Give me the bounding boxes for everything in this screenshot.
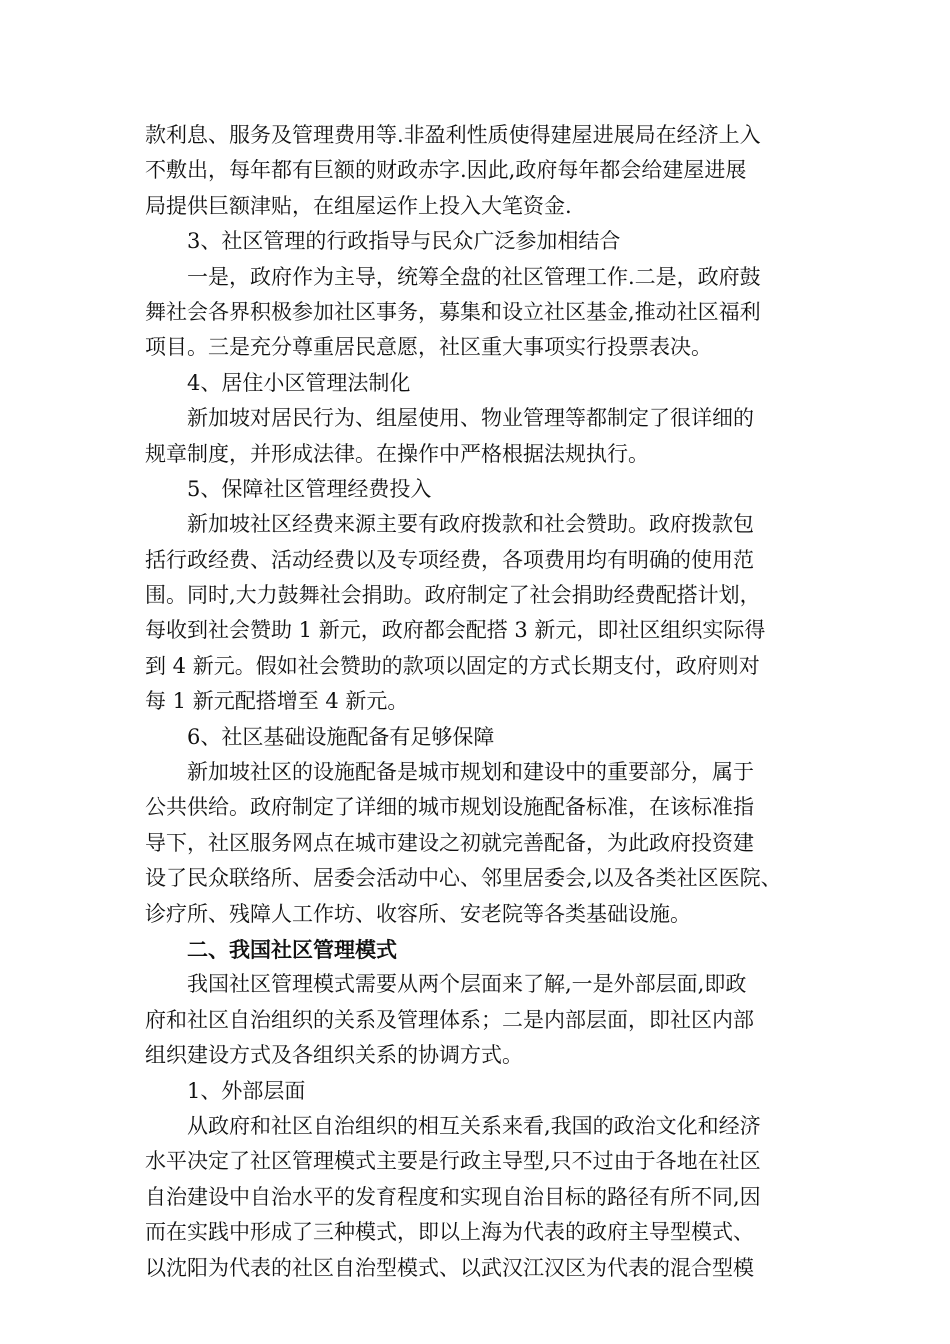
text-line: 新加坡社区经费来源主要有政府拨款和社会赞助。政府拨款包 (187, 512, 754, 537)
section-heading: 二、我国社区管理模式 (187, 936, 397, 962)
text-line: 局提供巨额津贴，在组屋运作上投入大笔资金. (145, 193, 572, 218)
text-line: 不敷出，每年都有巨额的财政赤字.因此,政府每年都会给建屋进展 (145, 158, 747, 183)
text-line: 项目。三是充分尊重居民意愿，社区重大事项实行投票表决。 (145, 335, 712, 360)
text-line: 每 1 新元配搭增至 4 新元。 (145, 689, 409, 714)
text-line: 5、保障社区管理经费投入 (187, 476, 432, 501)
text-line: 自治建设中自治水平的发育程度和实现自治目标的路径有所不同,因 (145, 1184, 761, 1209)
text-line: 4、居住小区管理法制化 (187, 370, 411, 395)
text-line: 以沈阳为代表的社区自治型模式、以武汉江汉区为代表的混合型模 (145, 1255, 754, 1280)
text-line: 我国社区管理模式需要从两个层面来了解,一是外部层面,即政 (187, 972, 747, 997)
text-line: 6、社区基础设施配备有足够保障 (187, 724, 495, 749)
text-line: 到 4 新元。假如社会赞助的款项以固定的方式长期支付，政府则对 (145, 653, 760, 678)
text-line: 款利息、服务及管理费用等.非盈利性质使得建屋进展局在经济上入 (145, 123, 761, 147)
text-line: 导下，社区服务网点在城市建设之初就完善配备，为此政府投资建 (145, 830, 754, 855)
text-line: 新加坡对居民行为、组屋使用、物业管理等都制定了很详细的 (187, 406, 754, 431)
text-line: 1、外部层面 (187, 1078, 306, 1103)
text-line: 新加坡社区的设施配备是城市规划和建设中的重要部分，属于 (187, 760, 754, 785)
text-line: 每收到社会赞助 1 新元，政府都会配搭 3 新元，即社区组织实际得 (145, 618, 766, 643)
text-line: 围。同时,大力鼓舞社会捐助。政府制定了社会捐助经费配搭计划， (145, 583, 761, 608)
text-line: 公共供给。政府制定了详细的城市规划设施配备标准，在该标准指 (145, 795, 754, 820)
text-line: 设了民众联络所、居委会活动中心、邻里居委会,以及各类社区医院、 (145, 866, 782, 891)
text-line: 而在实践中形成了三种模式，即以上海为代表的政府主导型模式、 (145, 1220, 754, 1245)
text-line: 括行政经费、活动经费以及专项经费，各项费用均有明确的使用范 (145, 547, 754, 572)
text-line: 3、社区管理的行政指导与民众广泛参加相结合 (187, 229, 621, 254)
document-body (145, 118, 815, 1286)
text-line: 从政府和社区自治组织的相互关系来看,我国的政治文化和经济 (187, 1113, 761, 1138)
text-line: 府和社区自治组织的关系及管理体系；二是内部层面，即社区内部 (145, 1007, 754, 1032)
text-line: 诊疗所、残障人工作坊、收容所、安老院等各类基础设施。 (145, 901, 691, 926)
text-line: 规章制度，并形成法律。在操作中严格根据法规执行。 (145, 441, 649, 466)
text-line: 舞社会各界积极参加社区事务，募集和设立社区基金,推动社区福利 (145, 299, 761, 324)
text-line: 一是，政府作为主导，统筹全盘的社区管理工作.二是，政府鼓 (187, 264, 761, 289)
text-line: 组织建设方式及各组织关系的协调方式。 (145, 1043, 523, 1068)
text-line: 水平决定了社区管理模式主要是行政主导型,只不过由于各地在社区 (145, 1149, 761, 1174)
